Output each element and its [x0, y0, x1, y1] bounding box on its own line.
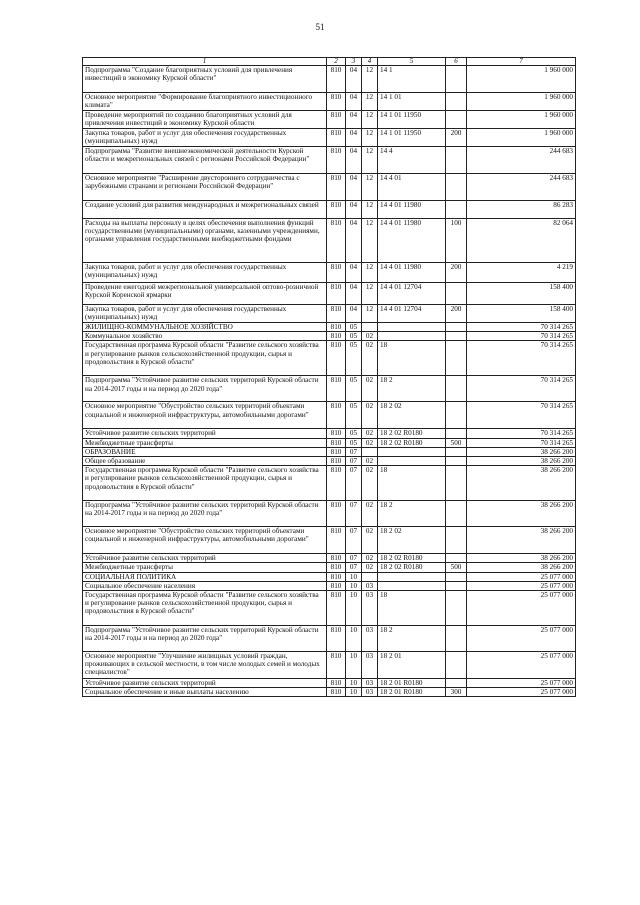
row-amount: 158 400: [467, 305, 576, 323]
row-grbs: 810: [327, 305, 346, 323]
row-target-article: 18 2: [378, 376, 446, 402]
row-target-article: 14 4 01 11980: [378, 201, 446, 219]
row-section: 07: [346, 447, 362, 456]
row-amount: 244 683: [467, 147, 576, 174]
row-amount: 70 314 265: [467, 341, 576, 376]
row-target-article: 14 1 01 11950: [378, 129, 446, 147]
row-grbs: 810: [327, 554, 346, 563]
row-target-article: 18 2: [378, 501, 446, 527]
row-name: Закупка товаров, работ и услуг для обеспечения государственных (муниципальных) нужд: [83, 305, 327, 323]
row-expense-type: [446, 572, 467, 581]
table-row: [83, 66, 576, 93]
table-row: [83, 263, 576, 283]
row-grbs: 810: [327, 263, 346, 283]
row-grbs: 810: [327, 66, 346, 93]
row-expense-type: [446, 66, 467, 93]
row-grbs: 810: [327, 438, 346, 447]
page-number: 51: [315, 22, 325, 32]
row-amount: 25 077 000: [467, 591, 576, 626]
row-target-article: [378, 457, 446, 466]
row-subsection: [362, 447, 378, 456]
table-row: [83, 563, 576, 572]
table-row: [83, 174, 576, 201]
table-row: [83, 527, 576, 554]
row-target-article: 14 4 01: [378, 174, 446, 201]
row-amount: 25 077 000: [467, 679, 576, 688]
table-row: [83, 111, 576, 129]
row-target-article: [378, 447, 446, 456]
row-subsection: 12: [362, 305, 378, 323]
row-amount: 25 077 000: [467, 626, 576, 652]
row-name: Подпрограмма "Устойчивое развитие сельских территорий Курской области на 2014-2017 годы и на период до 2020 года": [83, 626, 327, 652]
row-grbs: 810: [327, 111, 346, 129]
row-amount: 38 266 200: [467, 554, 576, 563]
row-section: 04: [346, 93, 362, 111]
row-name: Государственная программа Курской области "Развитие сельского хозяйства и регулирование рынков сельскохозяйственной продукции, сырья и продовольствия в Курской области": [83, 341, 327, 376]
row-name: Устойчивое развитие сельских территорий: [83, 554, 327, 563]
row-section: 05: [346, 429, 362, 438]
row-target-article: 18 2 01: [378, 652, 446, 679]
row-target-article: 18 2 02 R0180: [378, 563, 446, 572]
row-amount: 244 683: [467, 174, 576, 201]
row-target-article: [378, 323, 446, 332]
row-expense-type: [446, 283, 467, 305]
row-amount: 70 314 265: [467, 376, 576, 402]
table-row: [83, 283, 576, 305]
row-amount: 82 064: [467, 219, 576, 263]
row-amount: 70 314 265: [467, 429, 576, 438]
row-name: ЖИЛИЩНО-КОММУНАЛЬНОЕ ХОЗЯЙСТВО: [83, 323, 327, 332]
row-amount: 38 266 200: [467, 563, 576, 572]
row-grbs: 810: [327, 688, 346, 697]
row-subsection: 02: [362, 429, 378, 438]
row-section: 10: [346, 581, 362, 590]
row-name: Государственная программа Курской области "Развитие сельского хозяйства и регулирование рынков сельскохозяйственной продукции, сырья и продовольствия в Курской области": [83, 591, 327, 626]
table-row: [83, 501, 576, 527]
row-target-article: 14 4 01 11980: [378, 263, 446, 283]
row-subsection: 12: [362, 263, 378, 283]
column-header: 4: [362, 58, 378, 66]
row-amount: 70 314 265: [467, 332, 576, 341]
row-expense-type: [446, 93, 467, 111]
table-row: [83, 429, 576, 438]
row-expense-type: [446, 111, 467, 129]
row-target-article: 18: [378, 591, 446, 626]
row-section: 10: [346, 572, 362, 581]
row-subsection: 12: [362, 201, 378, 219]
row-expense-type: [446, 402, 467, 429]
row-section: 04: [346, 305, 362, 323]
table-row: [83, 457, 576, 466]
row-expense-type: [446, 457, 467, 466]
row-subsection: 02: [362, 402, 378, 429]
row-subsection: 12: [362, 283, 378, 305]
row-amount: 25 077 000: [467, 652, 576, 679]
row-amount: 1 960 000: [467, 66, 576, 93]
row-target-article: 14 1 01 11950: [378, 111, 446, 129]
row-amount: 70 314 265: [467, 323, 576, 332]
row-grbs: 810: [327, 341, 346, 376]
row-expense-type: 200: [446, 129, 467, 147]
column-header: 1: [83, 58, 327, 66]
row-subsection: 12: [362, 219, 378, 263]
row-grbs: 810: [327, 402, 346, 429]
row-expense-type: [446, 323, 467, 332]
row-grbs: 810: [327, 501, 346, 527]
row-grbs: 810: [327, 323, 346, 332]
row-grbs: 810: [327, 219, 346, 263]
row-subsection: 02: [362, 457, 378, 466]
row-target-article: 18: [378, 466, 446, 501]
row-expense-type: [446, 554, 467, 563]
row-expense-type: [446, 466, 467, 501]
row-name: Социальное обеспечение населения: [83, 581, 327, 590]
row-section: 07: [346, 457, 362, 466]
row-amount: 38 266 200: [467, 527, 576, 554]
row-amount: 38 266 200: [467, 501, 576, 527]
row-section: 04: [346, 263, 362, 283]
row-subsection: 02: [362, 332, 378, 341]
table-row: [83, 147, 576, 174]
row-grbs: 810: [327, 626, 346, 652]
row-name: Создание условий для развития международных и межрегиональных связей: [83, 201, 327, 219]
table-row: [83, 201, 576, 219]
row-subsection: 03: [362, 688, 378, 697]
table-body: [83, 66, 576, 697]
row-section: 04: [346, 174, 362, 201]
row-target-article: 18 2: [378, 626, 446, 652]
row-grbs: 810: [327, 457, 346, 466]
row-target-article: 18 2 02 R0180: [378, 554, 446, 563]
row-section: 04: [346, 201, 362, 219]
row-section: 04: [346, 129, 362, 147]
row-section: 05: [346, 341, 362, 376]
row-amount: 38 266 200: [467, 447, 576, 456]
column-header: 6: [446, 58, 467, 66]
table-row: [83, 626, 576, 652]
row-grbs: 810: [327, 147, 346, 174]
column-header: 5: [378, 58, 446, 66]
row-expense-type: [446, 147, 467, 174]
table-row: [83, 332, 576, 341]
row-section: 10: [346, 688, 362, 697]
row-name: Закупка товаров, работ и услуг для обеспечения государственных (муниципальных) нужд: [83, 263, 327, 283]
row-amount: 25 077 000: [467, 688, 576, 697]
table-row: [83, 572, 576, 581]
row-section: 10: [346, 652, 362, 679]
row-section: 10: [346, 679, 362, 688]
row-expense-type: [446, 527, 467, 554]
row-section: 07: [346, 554, 362, 563]
row-grbs: 810: [327, 527, 346, 554]
row-target-article: 18 2 02: [378, 402, 446, 429]
row-target-article: 14 1: [378, 66, 446, 93]
row-section: 04: [346, 219, 362, 263]
row-section: 04: [346, 147, 362, 174]
row-grbs: 810: [327, 174, 346, 201]
table-row: [83, 93, 576, 111]
row-expense-type: [446, 332, 467, 341]
row-section: 05: [346, 376, 362, 402]
row-section: 04: [346, 111, 362, 129]
table-row: [83, 323, 576, 332]
row-grbs: 810: [327, 466, 346, 501]
row-subsection: 12: [362, 93, 378, 111]
row-section: 05: [346, 332, 362, 341]
row-section: 07: [346, 501, 362, 527]
row-target-article: [378, 572, 446, 581]
row-target-article: 14 4 01 12704: [378, 305, 446, 323]
row-amount: 25 077 000: [467, 581, 576, 590]
column-number-row: [83, 58, 576, 66]
table-row: [83, 554, 576, 563]
table-row: [83, 581, 576, 590]
row-name: Социальное обеспечение и иные выплаты населению: [83, 688, 327, 697]
table-row: [83, 438, 576, 447]
row-section: 05: [346, 438, 362, 447]
row-expense-type: 200: [446, 263, 467, 283]
row-expense-type: [446, 201, 467, 219]
row-subsection: 03: [362, 679, 378, 688]
row-name: ОБРАЗОВАНИЕ: [83, 447, 327, 456]
row-name: Государственная программа Курской области "Развитие сельского хозяйства и регулирование рынков сельскохозяйственной продукции, сырья и продовольствия в Курской области": [83, 466, 327, 501]
row-amount: 4 219: [467, 263, 576, 283]
row-grbs: 810: [327, 563, 346, 572]
row-expense-type: 500: [446, 563, 467, 572]
column-header: 3: [346, 58, 362, 66]
row-amount: 25 077 000: [467, 572, 576, 581]
row-section: 07: [346, 563, 362, 572]
row-expense-type: [446, 174, 467, 201]
row-amount: 1 960 000: [467, 111, 576, 129]
row-expense-type: [446, 341, 467, 376]
row-target-article: 14 4 01 11980: [378, 219, 446, 263]
row-subsection: 12: [362, 174, 378, 201]
table-row: [83, 466, 576, 501]
row-grbs: 810: [327, 572, 346, 581]
row-expense-type: [446, 447, 467, 456]
row-subsection: 12: [362, 111, 378, 129]
row-target-article: [378, 581, 446, 590]
row-grbs: 810: [327, 652, 346, 679]
table-row: [83, 402, 576, 429]
row-subsection: 02: [362, 527, 378, 554]
row-amount: 86 283: [467, 201, 576, 219]
row-amount: 38 266 200: [467, 466, 576, 501]
row-subsection: 02: [362, 376, 378, 402]
row-name: Подпрограмма "Устойчивое развитие сельских территорий Курской области на 2014-2017 годы и на период до 2020 года": [83, 376, 327, 402]
row-target-article: 18 2 01 R0180: [378, 688, 446, 697]
row-expense-type: [446, 591, 467, 626]
row-grbs: 810: [327, 429, 346, 438]
row-grbs: 810: [327, 376, 346, 402]
row-amount: 158 400: [467, 283, 576, 305]
row-section: 10: [346, 626, 362, 652]
row-name: Подпрограмма "Устойчивое развитие сельских территорий Курской области на 2014-2017 годы и на период до 2020 года": [83, 501, 327, 527]
row-grbs: 810: [327, 283, 346, 305]
row-section: 05: [346, 323, 362, 332]
row-target-article: 18 2 01 R0180: [378, 679, 446, 688]
row-name: Основное мероприятие "Улучшение жилищных условий граждан, проживающих в сельской местности, в том числе молодых семей и молодых специалистов": [83, 652, 327, 679]
row-name: Основное мероприятие "Обустройство сельских территорий объектами социальной и инженерной инфраструктуры, автомобильными дорогами": [83, 402, 327, 429]
row-target-article: 14 1 01: [378, 93, 446, 111]
row-section: 10: [346, 591, 362, 626]
row-grbs: 810: [327, 201, 346, 219]
row-expense-type: 200: [446, 305, 467, 323]
row-target-article: 18 2 02: [378, 527, 446, 554]
table-row: [83, 652, 576, 679]
row-name: Межбюджетные трансферты: [83, 563, 327, 572]
row-name: Коммунальное хозяйство: [83, 332, 327, 341]
row-subsection: 02: [362, 563, 378, 572]
row-subsection: 03: [362, 626, 378, 652]
table-row: [83, 219, 576, 263]
row-expense-type: [446, 376, 467, 402]
row-subsection: [362, 323, 378, 332]
table-row: [83, 447, 576, 456]
table-row: [83, 688, 576, 697]
row-name: Проведение мероприятий по созданию благоприятных условий для привлечения инвестиций в экономику Курской области: [83, 111, 327, 129]
row-subsection: 02: [362, 554, 378, 563]
row-grbs: 810: [327, 93, 346, 111]
row-subsection: 12: [362, 66, 378, 93]
table-row: [83, 129, 576, 147]
table-row: [83, 679, 576, 688]
row-subsection: 02: [362, 438, 378, 447]
row-target-article: 18 2 02 R0180: [378, 438, 446, 447]
row-grbs: 810: [327, 447, 346, 456]
row-section: 04: [346, 66, 362, 93]
row-target-article: [378, 332, 446, 341]
row-amount: 1 960 000: [467, 129, 576, 147]
row-section: 05: [346, 402, 362, 429]
row-name: Проведение ежегодной межрегиональной универсальной оптово-розничной Курской Коренской ярмарки: [83, 283, 327, 305]
row-subsection: 02: [362, 341, 378, 376]
row-section: 07: [346, 466, 362, 501]
row-expense-type: [446, 652, 467, 679]
row-subsection: 03: [362, 591, 378, 626]
row-target-article: 14 4: [378, 147, 446, 174]
row-target-article: 14 4 01 12704: [378, 283, 446, 305]
budget-table: [82, 57, 576, 697]
row-name: Подпрограмма "Создание благоприятных условий для привлечения инвестиций в экономику Курской области": [83, 66, 327, 93]
row-expense-type: [446, 501, 467, 527]
row-expense-type: 300: [446, 688, 467, 697]
row-subsection: [362, 572, 378, 581]
row-amount: 70 314 265: [467, 438, 576, 447]
table-row: [83, 305, 576, 323]
table-row: [83, 591, 576, 626]
row-grbs: 810: [327, 679, 346, 688]
row-name: Подпрограмма "Развитие внешнеэкономической деятельности Курской области и межрегиональных связей с регионами Российской Федерации": [83, 147, 327, 174]
row-expense-type: 500: [446, 438, 467, 447]
row-name: Устойчивое развитие сельских территорий: [83, 429, 327, 438]
row-name: Межбюджетные трансферты: [83, 438, 327, 447]
row-amount: 1 960 000: [467, 93, 576, 111]
row-expense-type: 100: [446, 219, 467, 263]
row-subsection: 12: [362, 129, 378, 147]
row-grbs: 810: [327, 129, 346, 147]
row-subsection: 12: [362, 147, 378, 174]
column-header: 2: [327, 58, 346, 66]
row-name: Основное мероприятие "Расширение двустороннего сотрудничества с зарубежными странами и регионами Российской Федерации": [83, 174, 327, 201]
row-subsection: 02: [362, 466, 378, 501]
row-target-article: 18 2 02 R0180: [378, 429, 446, 438]
row-name: Расходы на выплаты персоналу в целях обеспечения выполнения функций государственными (муниципальными) органами, казенными учреждениями, органами управления государственными внебюджетными фондами: [83, 219, 327, 263]
row-name: СОЦИАЛЬНАЯ ПОЛИТИКА: [83, 572, 327, 581]
table-row: [83, 341, 576, 376]
row-name: Основное мероприятие "Формирование благоприятного инвестиционного климата": [83, 93, 327, 111]
row-name: Общее образование: [83, 457, 327, 466]
column-header: 7: [467, 58, 576, 66]
row-expense-type: [446, 581, 467, 590]
table-row: [83, 376, 576, 402]
row-expense-type: [446, 429, 467, 438]
row-expense-type: [446, 626, 467, 652]
row-target-article: 18: [378, 341, 446, 376]
row-subsection: 03: [362, 652, 378, 679]
row-grbs: 810: [327, 332, 346, 341]
row-name: Устойчивое развитие сельских территорий: [83, 679, 327, 688]
row-amount: 70 314 265: [467, 402, 576, 429]
row-grbs: 810: [327, 591, 346, 626]
row-amount: 38 266 200: [467, 457, 576, 466]
row-subsection: 03: [362, 581, 378, 590]
row-grbs: 810: [327, 581, 346, 590]
row-name: Основное мероприятие "Обустройство сельских территорий объектами социальной и инженерной инфраструктуры, автомобильными дорогами": [83, 527, 327, 554]
row-name: Закупка товаров, работ и услуг для обеспечения государственных (муниципальных) нужд: [83, 129, 327, 147]
row-expense-type: [446, 679, 467, 688]
row-section: 04: [346, 283, 362, 305]
row-section: 07: [346, 527, 362, 554]
row-subsection: 02: [362, 501, 378, 527]
